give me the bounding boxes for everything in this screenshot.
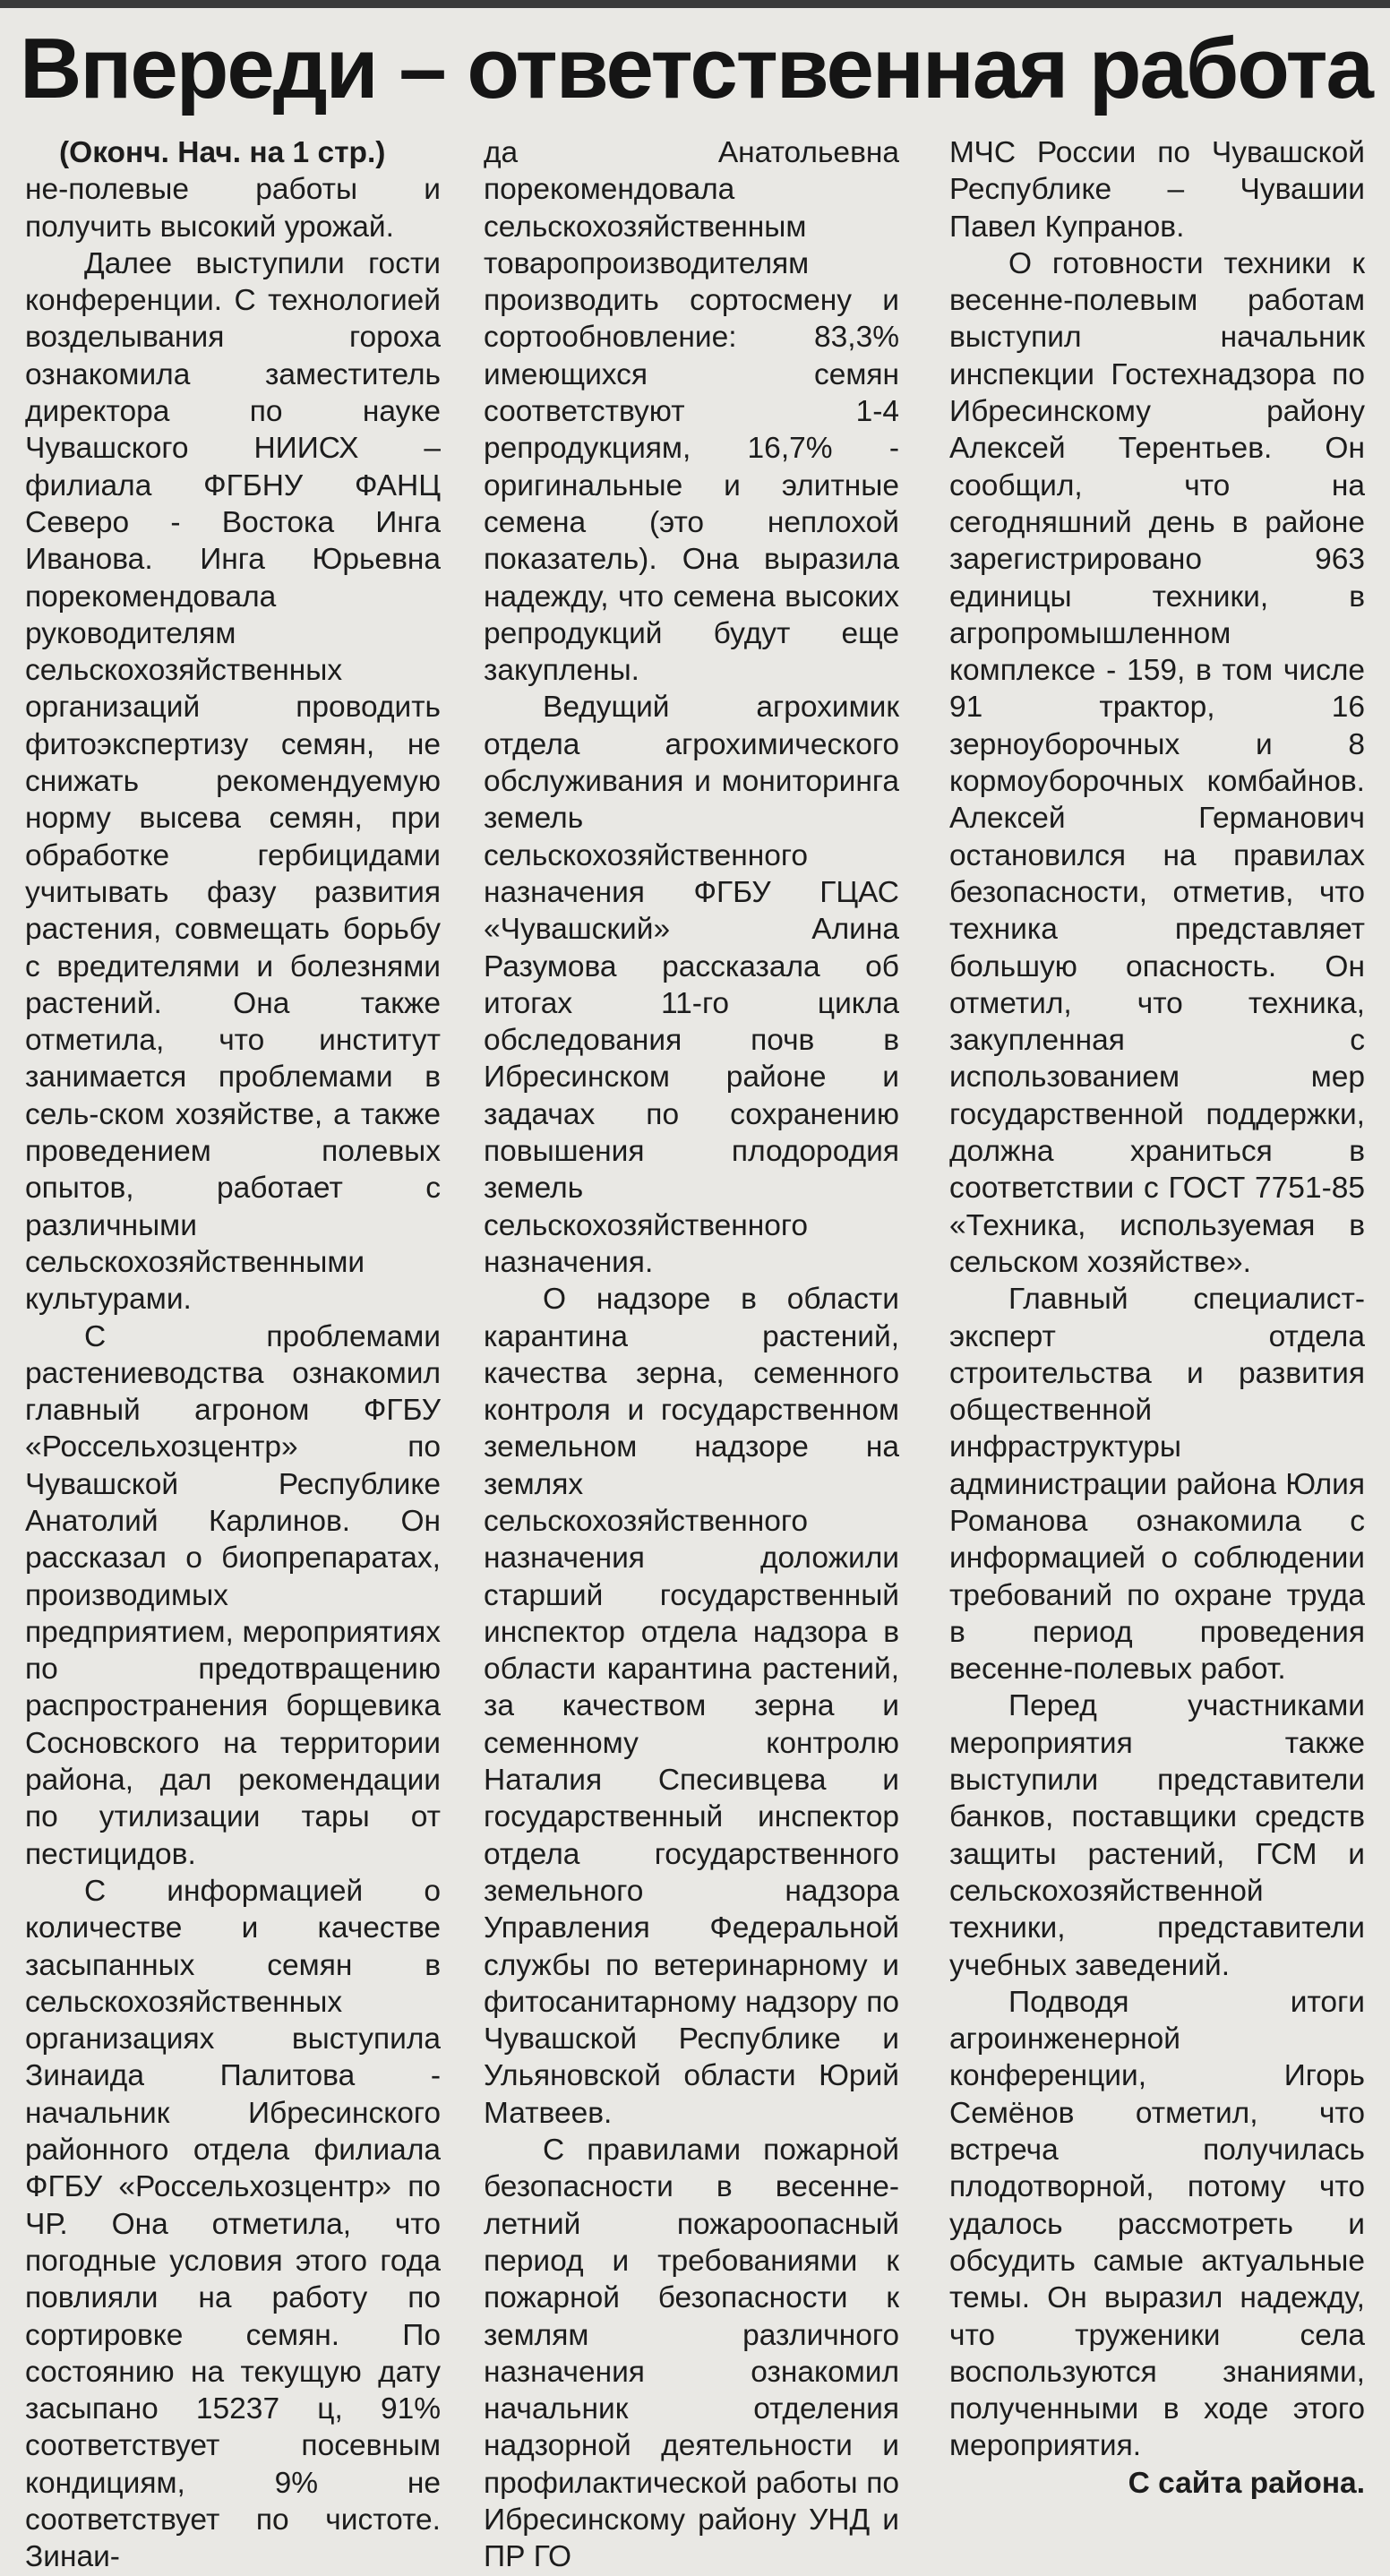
- source-signature: С сайта района.: [1128, 2466, 1365, 2500]
- paragraph: О надзоре в области карантина растений, качества зерна, семенного контроля и государственном земельном надзоре на землях сельскохозяйственного назначения доложили старший государственный инспектор отдела надзора в области карантина растений, за качеством зерна и семенному контролю Наталия Спесивцева и государственный инспектор отдела государственного земельного надзора Управления Федеральной службы по ветеринарному и фитосанитарному надзору по Чувашской Республике и Ульяновской области Юрий Матвеев.: [484, 1283, 899, 2130]
- top-rule: [0, 0, 1390, 8]
- paragraph: да Анатольевна порекомендовала сельскохозяйственным товаропроизводителям производить сортосмену и сортообновление: 83,3% имеющихся семян соответствуют 1-4 репродукциям, 16,7% - оригинальные и элитные семена (это неплохой показатель). Она выразила надежду, что семена высоких репродукций будут еще закуплены.: [484, 136, 899, 688]
- paragraph: С правилами пожарной безопасности в весенне-летний пожароопасный период и требованиями к пожарной безопасности к землям различного назначения ознакомил начальник отделения надзорной деятельности и профилактической работы по Ибресинскому району УНД и ПР ГО: [484, 2134, 899, 2574]
- paragraph: Далее выступили гости конференции. С технологией возделывания гороха ознакомила заместитель директора по науке Чувашского НИИСХ – филиала ФГБНУ ФАНЦ Северо - Востока Инга Иванова. Инга Юрьевна порекомендовала руководителям сельскохозяйственных организаций проводить фитоэкспертизу семян, не снижать рекомендуемую норму высева семян, при обработке гербицидами учитывать фазу развития растения, совмещать борьбу с вредителями и болезнями растений. Она также отметила, что институт занимается проблемами в сель-ском хозяйстве, а также проведением полевых опытов, работает с различными сельскохозяйственными культурами.: [25, 246, 441, 1317]
- paragraph: не-полевые работы и получить высокий урожай.: [25, 173, 441, 244]
- paragraph: Перед участниками мероприятия также выступили представители банков, поставщики средств защиты растений, ГСМ и сельскохозяйственной техники, представители учебных заведений.: [949, 1689, 1365, 1982]
- paragraph: МЧС России по Чувашской Республике – Чувашии Павел Купранов.: [949, 136, 1365, 244]
- column-3: [949, 134, 1365, 2500]
- paragraph: Подводя итоги агроинженерной конференции, Игорь Семёнов отметил, что встреча получилась плодотворной, потому что удалось рассмотреть и обсудить самые актуальные темы. Он выразил надежду, что труженики села воспользуются знаниями, полученными в ходе этого мероприятия.: [949, 1985, 1365, 2463]
- column-2: [484, 134, 899, 2574]
- headline: Впереди – ответственная работа: [20, 21, 1372, 116]
- paragraph: С проблемами растениеводства ознакомил главный агроном ФГБУ «Россельхозцентр» по Чувашской Республике Анатолий Карлинов. Он рассказал о биопрепаратах, производимых предприятием, мероприятиях по предотвращению распространения борщевика Сосновского на территории района, дал рекомендации по утилизации тары от пестицидов.: [25, 1319, 441, 1871]
- paragraph: О готовности техники к весенне-полевым работам выступил начальник инспекции Гостехнадзора по Ибресинскому району Алексей Терентьев. Он сообщил, что на сегодняшний день в районе зарегистрировано 963 единицы техники, в агропромышленном комплексе - 159, в том числе 91 трактор, 16 зерноуборочных и 8 кормоуборочных комбайнов. Алексей Германович остановился на правилах безопасности, отметив, что техника представляет большую опасность. Он отметил, что техника, закупленная с использованием мер государственной поддержки, должна храниться в соответствии с ГОСТ 7751-85 «Техника, используемая в сельском хозяйстве».: [949, 246, 1365, 1279]
- paragraph: С информацией о количестве и качестве засыпанных семян в сельскохозяйственных организациях выступила Зинаида Палитова - начальник Ибресинского районного отдела филиала ФГБУ «Россельхозцентр» по ЧР. Она отметила, что погодные условия этого года повлияли на работу по сортировке семян. По состоянию на текущую дату засыпано 15237 ц, 91% соответствует посевным кондициям, 9% не соответствует по чистоте. Зинаи-: [25, 1874, 441, 2574]
- paragraph: Главный специалист-эксперт отдела строительства и развития общественной инфраструктуры администрации района Юлия Романова ознакомила с информацией о соблюдении требований по охране труда в период проведения весенне-полевых работ.: [949, 1283, 1365, 1687]
- column-1: [25, 134, 441, 2574]
- continuation-note: (Оконч. Нач. на 1 стр.): [59, 136, 386, 169]
- paragraph: Ведущий агрохимик отдела агрохимического обслуживания и мониторинга земель сельскохозяйственного назначения ФГБУ ГЦАС «Чувашский» Алина Разумова рассказала об итогах 11-го цикла обследования почв в Ибресинском районе и задачах по сохранению повышения плодородия земель сельскохозяйственного назначения.: [484, 691, 899, 1279]
